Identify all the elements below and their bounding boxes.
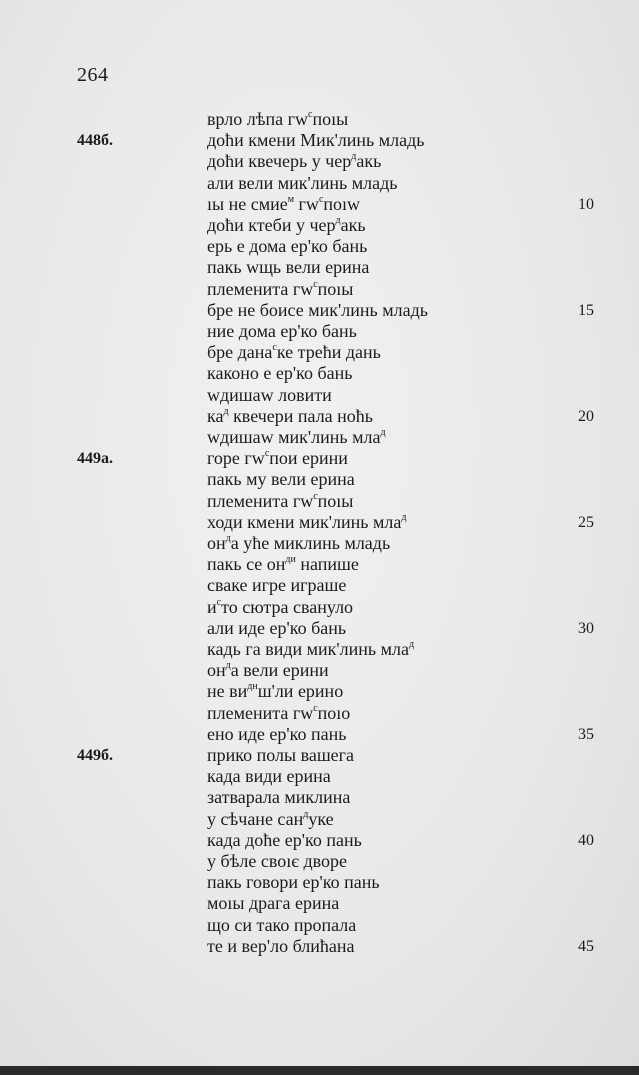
verse-line: племенита $гw^споıы$ [207,490,354,511]
manuscript-page-marker: 448б. [77,132,113,150]
verse-line: племенита $гw^споıo$ [207,702,351,723]
line-number: 20 [578,407,594,425]
line-number: 40 [578,831,594,849]
verse-line: када види ерина [207,766,331,787]
verse-line: $и^сто$ сютра свануло [207,596,354,617]
verse-line: ние дома ер'ко бань [207,321,357,341]
verse-line: прико полы вашега [207,745,355,765]
verse-line: каконо е ер'ко бань [207,363,353,384]
verse-line: племенита $гw^споıы$ [207,278,354,299]
verse-line: доћи ктеби у чер$^д$акь [207,215,366,235]
line-number: 25 [578,513,594,531]
verse-line: пакь му вели ерина [207,469,355,490]
line-number: 10 [578,195,594,213]
manuscript-page-marker: 449a. [77,450,113,468]
verse-line: wдишаw ловити [207,384,332,405]
verse-line: ходи кмени мик'линь мла$^д$ [207,511,407,532]
verse-line: али иде ер'ко бань [207,617,347,638]
manuscript-page-marker: 449б. [77,747,113,764]
verse-line: доћи квечерь у чер$^д$акь [207,151,382,172]
verse-line: ıы не смие$^м$ $гw^споıw$ [207,193,361,214]
line-number: 15 [578,301,594,319]
verse-line: що си тако пропала [207,914,357,935]
verse-line: $ка^д$ квечери пала нoћь [207,405,374,426]
verse-line: у бѣле своıє дворе [207,851,348,871]
verse-line: пакь wщь вели ерина [207,257,370,278]
verse-line: доћи кмени Мик'линь младь [207,130,425,151]
verse-line: сваке игре играше [207,575,347,596]
verse-line: у сѣчане сан$^д$уке [207,808,334,829]
verse-line: пакь говори ер'ко пань [207,872,380,893]
verse-line: пакь се $он^{ди}$ напише [207,554,359,575]
verse-line: али вели мик'линь младь [207,172,398,193]
verse-line: ено иде ер'ко пань [207,723,347,744]
page-number: 264 [77,64,109,86]
verse-line: када доће ер'ко пань [207,829,362,850]
verse-line: врло лѣпа $гw^споıы$ [207,109,349,129]
verse-line: wдишаw мик'линь мла$^д$ [207,427,386,447]
verse-line: моıы драга ерина [207,893,340,914]
verse-line: не $ви^{дн}ш'ли$ ерино [207,681,344,702]
page-bottom-edge [0,1066,639,1075]
verse-line: те и вер'ло блићана [207,935,355,956]
verse-line: бре дана$^с$ке трећи дань [207,342,381,363]
line-number: 30 [578,619,594,637]
line-number: 35 [578,725,594,743]
verse-line: горе $гw^спои$ ерини [207,448,348,469]
line-number: 45 [578,937,594,955]
verse-line: $он^да$ вели ерини [207,660,329,681]
verse-line: бре не боисе мик'линь младь [207,299,428,320]
verse-line: $он^да$ уће миклинь младь [207,533,391,553]
verse-line: кадь га види мик'линь мла$^д$ [207,639,415,659]
verse-line: затварала миклина [207,787,351,808]
verse-line: ерь е дома ер'ко бань [207,236,368,257]
